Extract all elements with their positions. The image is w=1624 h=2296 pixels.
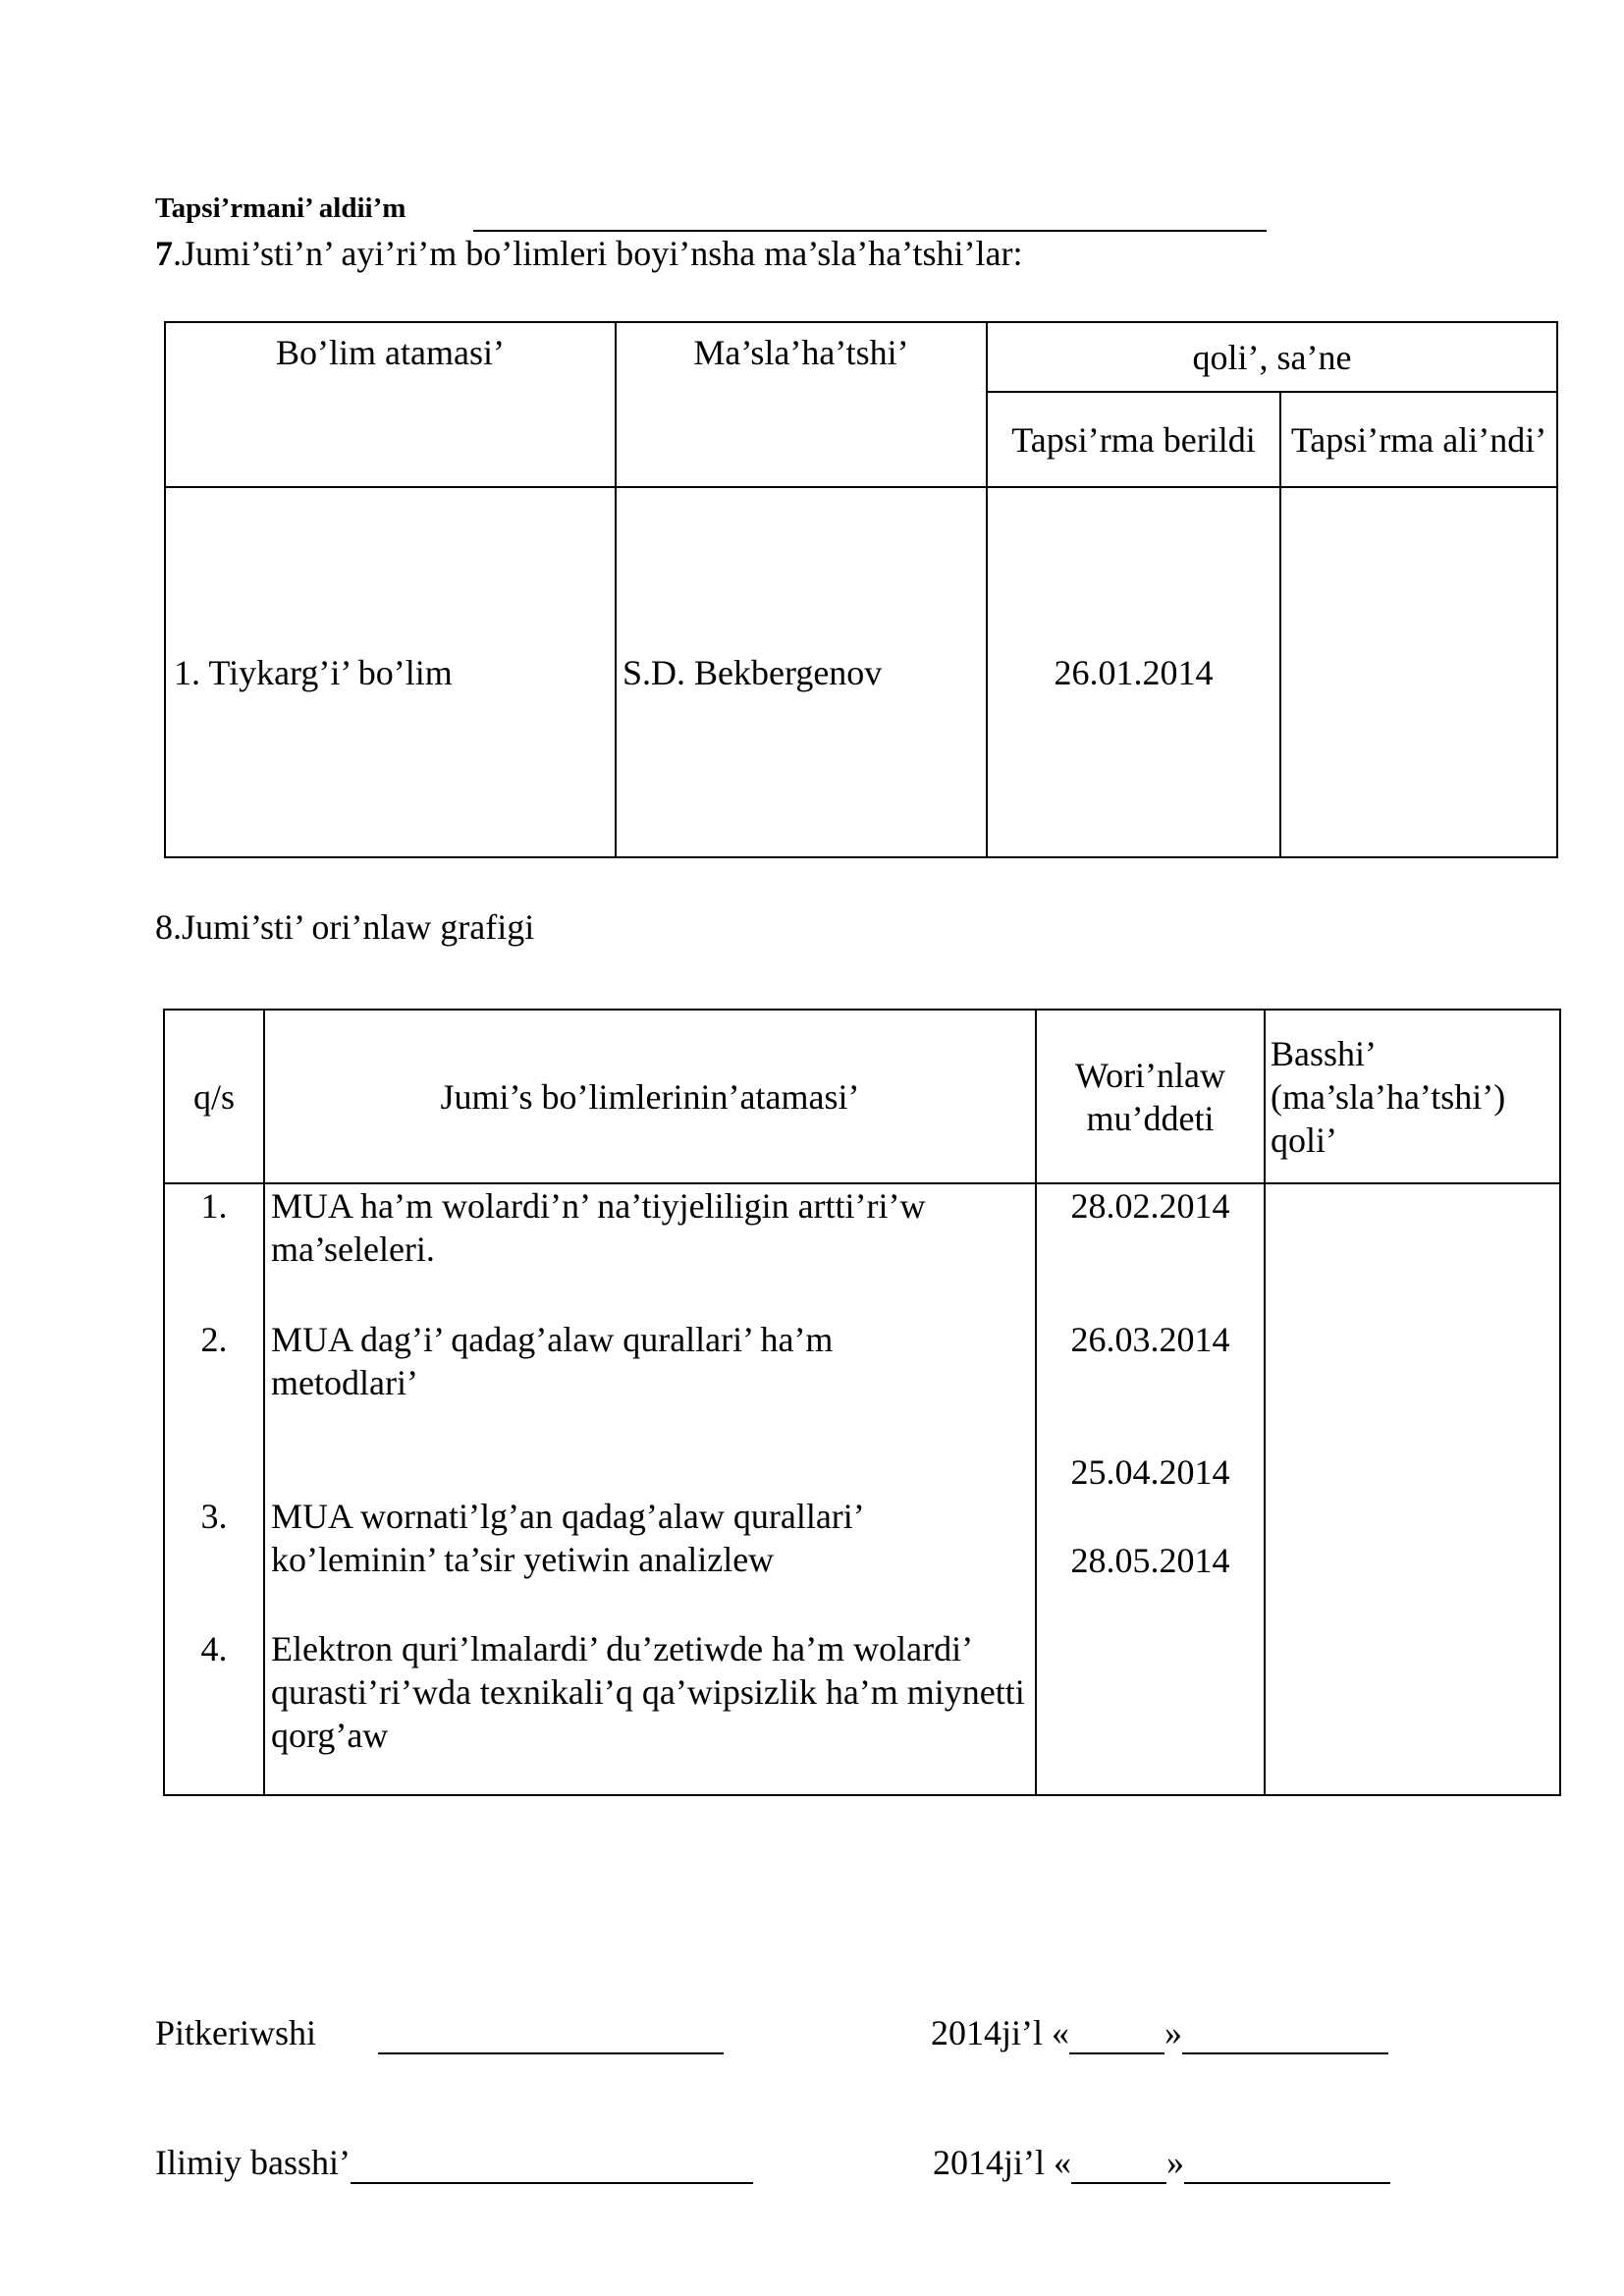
header-task-received: Tapsi’rma ali’ndi’ <box>1280 392 1557 487</box>
row-task-given-date: 26.01.2014 <box>987 487 1280 857</box>
advisor-signature-row <box>155 2141 753 2184</box>
row-2-number: 2. <box>200 1320 228 1359</box>
head-signature-column <box>1265 1183 1560 1795</box>
row-4-name: Elektron quri’lmalardi’ du’zetiwde ha’m wolardi’ qurasti’ri’wda texnikali’q qa’wipsizlik ha’m miynetti qorg’aw <box>271 1629 1025 1755</box>
deadline-1: 28.02.2014 <box>1070 1186 1230 1226</box>
advisor-month-line <box>1184 2147 1390 2184</box>
row-4-number: 4. <box>200 1629 228 1668</box>
deadline-column <box>1036 1183 1265 1795</box>
row-section-name: 1. Tiykarg’i’ bo’lim <box>165 487 616 857</box>
graduate-signature-line <box>378 2017 724 2054</box>
graduate-day-line <box>1069 2017 1164 2054</box>
row-1-number: 1. <box>200 1186 228 1226</box>
row-1-name: MUA ha’m wolardi’n’ na’tiyjeliligin artti’ri’w ma’seleleri. <box>271 1186 926 1269</box>
advisor-day-line <box>1071 2147 1166 2184</box>
task-received-label: Tapsi’rmani’ aldii’m <box>155 192 406 224</box>
advisor-year-label: 2014ji’l « <box>933 2143 1071 2182</box>
graduate-signature-row <box>155 2011 724 2054</box>
header-task-given: Tapsi’rma berildi <box>987 392 1280 487</box>
header-section-name: Bo’lim atamasi’ <box>165 322 616 487</box>
row-task-received-date <box>1280 487 1557 857</box>
advisor-signature-line <box>351 2147 753 2184</box>
schedule-table <box>163 1009 1559 1796</box>
graduate-quote-close: » <box>1164 2013 1182 2052</box>
advisor-date-row <box>933 2141 1390 2184</box>
deadline-3: 25.04.2014 <box>1070 1452 1230 1492</box>
header-deadline: Wori’nlaw mu’ddeti <box>1036 1010 1265 1183</box>
header-consultant: Ma’sla’ha’tshi’ <box>616 322 987 487</box>
header-number: q/s <box>164 1010 264 1183</box>
advisor-label: Ilimiy basshi’ <box>155 2143 351 2182</box>
section-7-heading <box>155 232 1022 275</box>
header-head-signature: Basshi’ (ma’sla’ha’tshi’) qoli’ <box>1265 1010 1560 1183</box>
deadline-4: 28.05.2014 <box>1070 1541 1230 1580</box>
deadline-2: 26.03.2014 <box>1070 1320 1230 1359</box>
row-consultant: S.D. Bekbergenov <box>616 487 987 857</box>
row-3-name: MUA wornati’lg’an qadag’alaw qurallari’ ko’leminin’ ta’sir yetiwin analizlew <box>271 1497 863 1579</box>
graduate-label: Pitkeriwshi <box>155 2013 317 2052</box>
consultants-table <box>164 321 1556 858</box>
header-signature-date: qoli’, sa’ne <box>987 322 1557 392</box>
section-8-heading: 8.Jumi’sti’ ori’nlaw grafigi <box>155 907 535 947</box>
graduate-year-label: 2014ji’l « <box>931 2013 1069 2052</box>
number-column <box>164 1183 264 1795</box>
advisor-quote-close: » <box>1166 2143 1184 2182</box>
work-name-column <box>264 1183 1036 1795</box>
graduate-month-line <box>1182 2017 1388 2054</box>
graduate-date-row <box>931 2011 1388 2054</box>
row-3-number: 3. <box>200 1497 228 1536</box>
section-7-number: 7 <box>155 234 173 273</box>
row-2-name: MUA dag’i’ qadag’alaw qurallari’ ha’m metodlari’ <box>271 1320 834 1402</box>
header-work-section-name: Jumi’s bo’limlerinin’atamasi’ <box>264 1010 1036 1183</box>
section-7-title: .Jumi’sti’n’ ayi’ri’m bo’limleri boyi’nsha ma’sla’ha’tshi’lar: <box>173 234 1023 273</box>
